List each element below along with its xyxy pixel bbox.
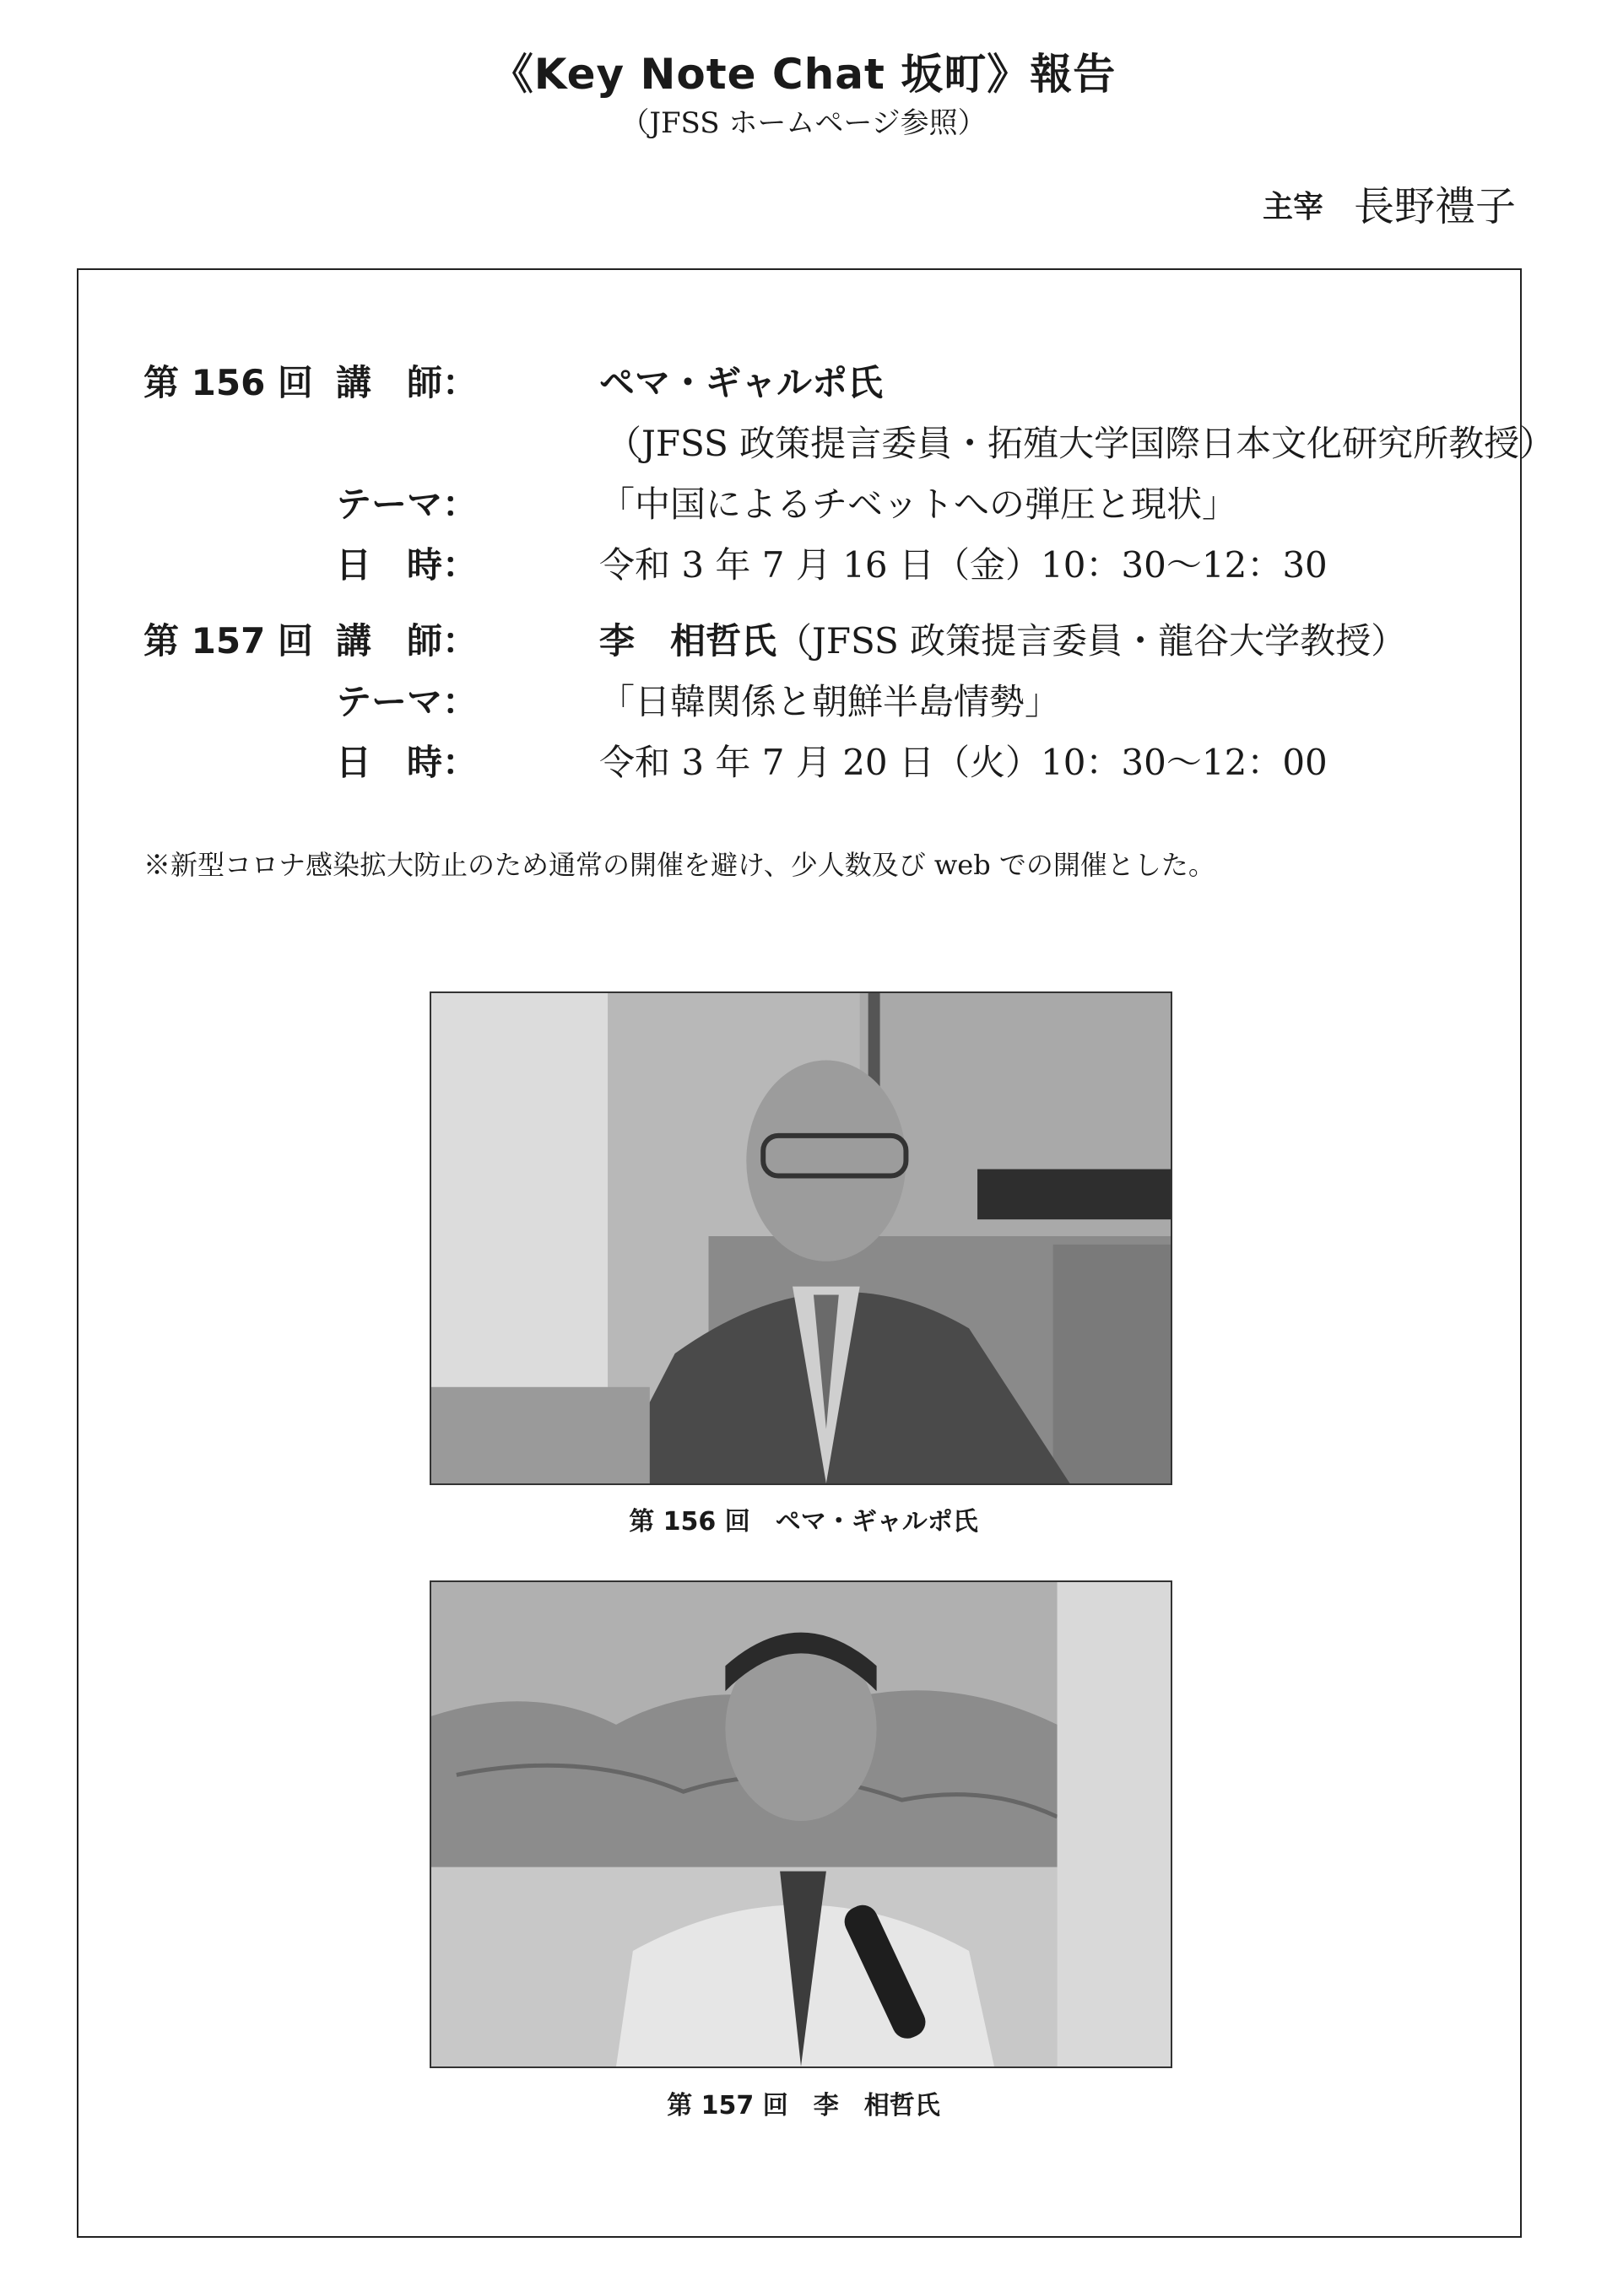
theme-label: テーマ： xyxy=(336,484,479,525)
host-name: 長野禮子 xyxy=(1353,183,1516,230)
date-text: 令和 3 年 7 月 20 日（火）10：30〜12：00 xyxy=(599,742,1328,783)
lecturer-affiliation: （JFSS 政策提言委員・拓殖大学国際日本文化研究所教授） xyxy=(606,423,1556,464)
lecturer-label: 講 師： xyxy=(336,620,479,662)
theme-text: 「中国によるチベットへの弾圧と現状」 xyxy=(599,484,1238,525)
lecturer-affiliation: （JFSS 政策提言委員・龍谷大学教授） xyxy=(776,620,1407,662)
photo-session-156 xyxy=(430,991,1172,1485)
photo-156-image xyxy=(431,993,1171,1483)
lecturer-line xyxy=(599,611,1406,672)
session-number: 第 156 回 xyxy=(143,362,313,403)
photo-caption-156: 第 156 回 ペマ・ギャルポ氏 xyxy=(629,1507,978,1537)
date-label: 日 時： xyxy=(336,742,479,783)
footnote: ※新型コロナ感染拡大防止のため通常の開催を避け、少人数及び web での開催とした。 xyxy=(143,849,1215,881)
theme-text: 「日韓関係と朝鮮半島情勢」 xyxy=(599,681,1061,722)
photo-157-image xyxy=(431,1582,1171,2066)
theme-label: テーマ： xyxy=(336,681,479,722)
report-subtitle: （JFSS ホームページ参照） xyxy=(620,106,987,140)
session-number: 第 157 回 xyxy=(143,620,313,662)
photo-caption-157: 第 157 回 李 相哲氏 xyxy=(667,2091,940,2120)
photo-session-157 xyxy=(430,1580,1172,2068)
lecturer-label: 講 師： xyxy=(336,362,479,403)
host-line xyxy=(1263,174,1516,232)
date-label: 日 時： xyxy=(336,544,479,586)
report-title: 《Key Note Chat 坂町》報告 xyxy=(490,50,1117,99)
lecturer-name: ペマ・ギャルポ氏 xyxy=(599,362,884,403)
date-text: 令和 3 年 7 月 16 日（金）10：30〜12：30 xyxy=(599,544,1328,586)
lecturer-name: 李 相哲氏 xyxy=(599,620,777,662)
host-label: 主宰 xyxy=(1262,190,1323,224)
